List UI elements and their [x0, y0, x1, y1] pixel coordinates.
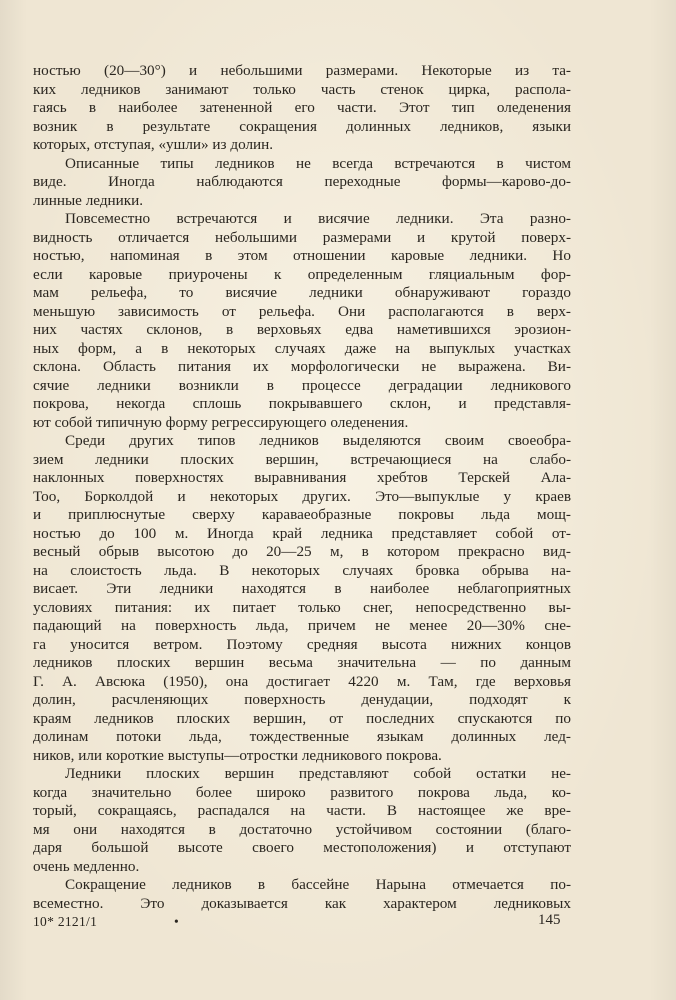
- text-line: Среди других типов ледников выделяются своим своеобра-: [65, 432, 571, 449]
- text-line: ют собой типичную форму регрессирующего оледенения.: [33, 413, 409, 431]
- text-line: меньшую зависимость от рельефа. Они располагаются в верх-: [33, 302, 571, 320]
- text-line: когда значительно более широко развитого покрова льда, ко-: [33, 783, 571, 801]
- text-line: Г. А. Авсюка (1950), она достигает 4220 м. Там, где верховья: [33, 672, 571, 690]
- text-line: Описанные типы ледников не всегда встречаются в чистом: [65, 154, 571, 172]
- text-line: условиях питания: их питает только снег, непосредственно вы-: [33, 598, 571, 616]
- text-line: торый, сокращаясь, распадался на части. В настоящее же вре-: [33, 802, 571, 819]
- text-line: ников, или короткие выступы—отростки ледникового покрова.: [33, 746, 442, 764]
- text-line: ностью (20—30°) и небольшими размерами. Некоторые из та-: [33, 62, 571, 79]
- body-text: [33, 62, 571, 913]
- text-line: склона. Область питания их морфологически не выражена. Ви-: [33, 358, 571, 375]
- text-line: ледников плоских вершин весьма значительна — по данным: [33, 654, 571, 671]
- text-line: виде. Иногда наблюдаются переходные формы—карово-до-: [33, 173, 571, 190]
- text-line: висает. Эти ледники находятся в наиболее неблагоприятных: [33, 580, 571, 597]
- text-line: сячие ледники возникли в процессе деградации ледникового: [33, 376, 571, 394]
- text-line: падающий на поверхность льда, причем не менее 20—30% сне-: [33, 617, 571, 634]
- text-line: линные ледники.: [33, 191, 144, 209]
- text-line: долинам потоки льда, тождественные языкам долинных лед-: [33, 728, 571, 745]
- text-line: на слоистость льда. В некоторых случаях бровка обрыва на-: [33, 561, 571, 579]
- text-line: всеместно. Это доказывается как характером ледниковых: [33, 894, 571, 912]
- text-line: Ледники плоских вершин представляют собой остатки не-: [65, 765, 571, 782]
- text-line: наклонных поверхностях выравнивания хребтов Терскей Ала-: [33, 469, 571, 486]
- text-line: мам рельефа, то висячие ледники обнаруживают гораздо: [33, 284, 571, 301]
- text-line: ных форм, а в некоторых случаях даже на выпуклых участках: [33, 339, 571, 357]
- text-line: ностью, напоминая в этом отношении каровые ледники. Но: [33, 247, 571, 264]
- text-line: возник в результате сокращения долинных ледников, языки: [33, 117, 571, 135]
- text-line: Тоо, Борколдой и некоторых других. Это—выпуклые у краев: [33, 487, 571, 505]
- page-number: 145: [538, 912, 561, 928]
- text-line: которых, отступая, «ушли» из долин.: [33, 136, 274, 153]
- text-line: Повсеместно встречаются и висячие ледники. Эта разно-: [65, 210, 571, 227]
- text-line: если каровые приурочены к определенным гляциальным фор-: [33, 265, 571, 283]
- text-line: гаясь в наиболее затененной его части. Этот тип оледенения: [33, 99, 571, 116]
- text-line: долин, расчленяющих поверхность денудации, подходят к: [33, 691, 571, 708]
- text-line: очень медленно.: [33, 857, 140, 875]
- text-line: ких ледников занимают только часть стенок цирка, распола-: [33, 80, 571, 98]
- text-line: га уносится ветром. Поэтому средняя высота нижних концов: [33, 635, 571, 653]
- text-line: них частях склонов, в верховьях едва наметившихся эрозион-: [33, 321, 571, 338]
- text-line: весный обрыв высотою до 20—25 м, в котором прекрасно вид-: [33, 543, 571, 560]
- text-line: видность отличается небольшими размерами и крутой поверх-: [33, 228, 571, 246]
- printer-signature: 10* 2121/1: [33, 914, 98, 929]
- text-line: мя они находятся в достаточно устойчивом состоянии (благо-: [33, 820, 571, 838]
- footer-mark: •: [174, 914, 179, 929]
- text-line: и приплюснутые сверху караваеобразные покровы льда мощ-: [33, 506, 571, 523]
- text-line: покрова, некогда сплошь покрывавшего склон, и представля-: [33, 395, 571, 412]
- text-line: даря большой высоте своего местоположения) и отступают: [33, 839, 571, 856]
- text-line: ностью до 100 м. Иногда край ледника представляет собой от-: [33, 524, 571, 542]
- text-line: краям ледников плоских вершин, от последних спускаются по: [33, 709, 571, 727]
- text-line: Сокращение ледников в бассейне Нарына отмечается по-: [65, 876, 571, 893]
- text-line: зием ледники плоских вершин, встречающиеся на слабо-: [33, 450, 571, 468]
